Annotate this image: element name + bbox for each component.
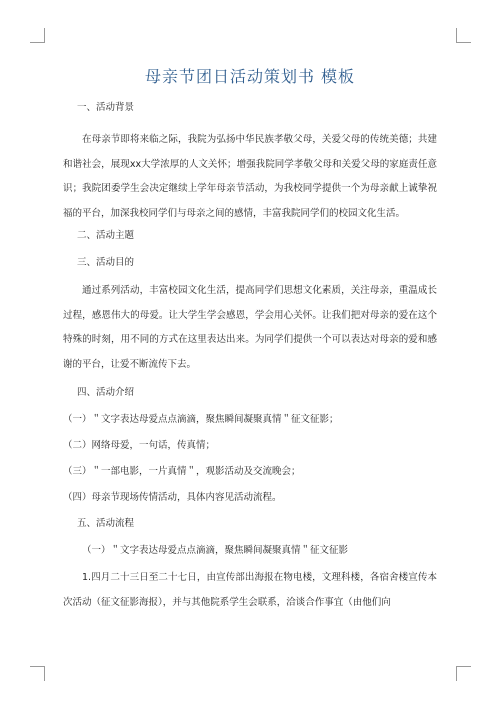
flow-item-1: （一）＂文字表达母爱点点滴滴，聚焦瞬间凝聚真情＂征文征影 (82, 545, 349, 556)
flow-paragraph: 1.四月二十三日至二十七日，由宣传部出海报在物电楼，文理科楼，各宿舍楼宣传本次活动（征文征影海报），并与其他院系学生会联系，洽谈合作事宜（由他们向 (63, 572, 437, 608)
crop-mark-top-left (30, 28, 45, 43)
background-paragraph: 在母亲节即将来临之际，我院为弘扬中华民族孝敬父母，关爱父母的传统美德；共建和谐社会，展现xx大学浓厚的人文关怀；增强我院同学孝敬父母和关爱父母的家庭责任意识；我院团委学生会决定继续上学年母亲节活动，为我校同学提供一个为母亲献上诚挚祝福的平台，加深我校同学们与母亲之间的感情，丰富我院同学们的校园文化生活。 (63, 134, 437, 219)
section-heading-theme: 二、活动主题 (77, 230, 135, 241)
intro-item-4: （四）母亲节现场传情活动，具体内容见活动流程。 (63, 492, 282, 503)
crop-mark-bottom-left (30, 666, 45, 681)
section-heading-purpose: 三、活动目的 (77, 257, 135, 268)
purpose-paragraph: 通过系列活动，丰富校园文化生活，提高同学们思想文化素质，关注母亲，重温成长过程，感恩伟大的母爱。让大学生学会感恩，学会用心关怀。让我们把对母亲的爱在这个特殊的时刻，用不同的方式在这里表达出来。为同学们提供一个可以表达对母亲的爱和感谢的平台，让爱不断流传下去。 (63, 285, 437, 370)
crop-mark-bottom-right (456, 666, 471, 681)
section-heading-flow: 五、活动流程 (77, 518, 135, 529)
intro-item-1: （一）＂文字表达母爱点点滴滴，聚焦瞬间凝聚真情＂征文征影； (63, 414, 339, 425)
section-heading-intro: 四、活动介绍 (77, 387, 135, 398)
crop-mark-top-right (456, 28, 471, 43)
document-page (63, 64, 437, 615)
intro-item-2: （二）网络母爱，一句话，传真情； (63, 440, 216, 451)
section-heading-background: 一、活动背景 (77, 102, 135, 113)
document-title: 母亲节团日活动策划书 模板 (144, 67, 356, 86)
intro-item-3: （三）＂一部电影，一片真情＂，观影活动及交流晚会； (63, 466, 301, 477)
